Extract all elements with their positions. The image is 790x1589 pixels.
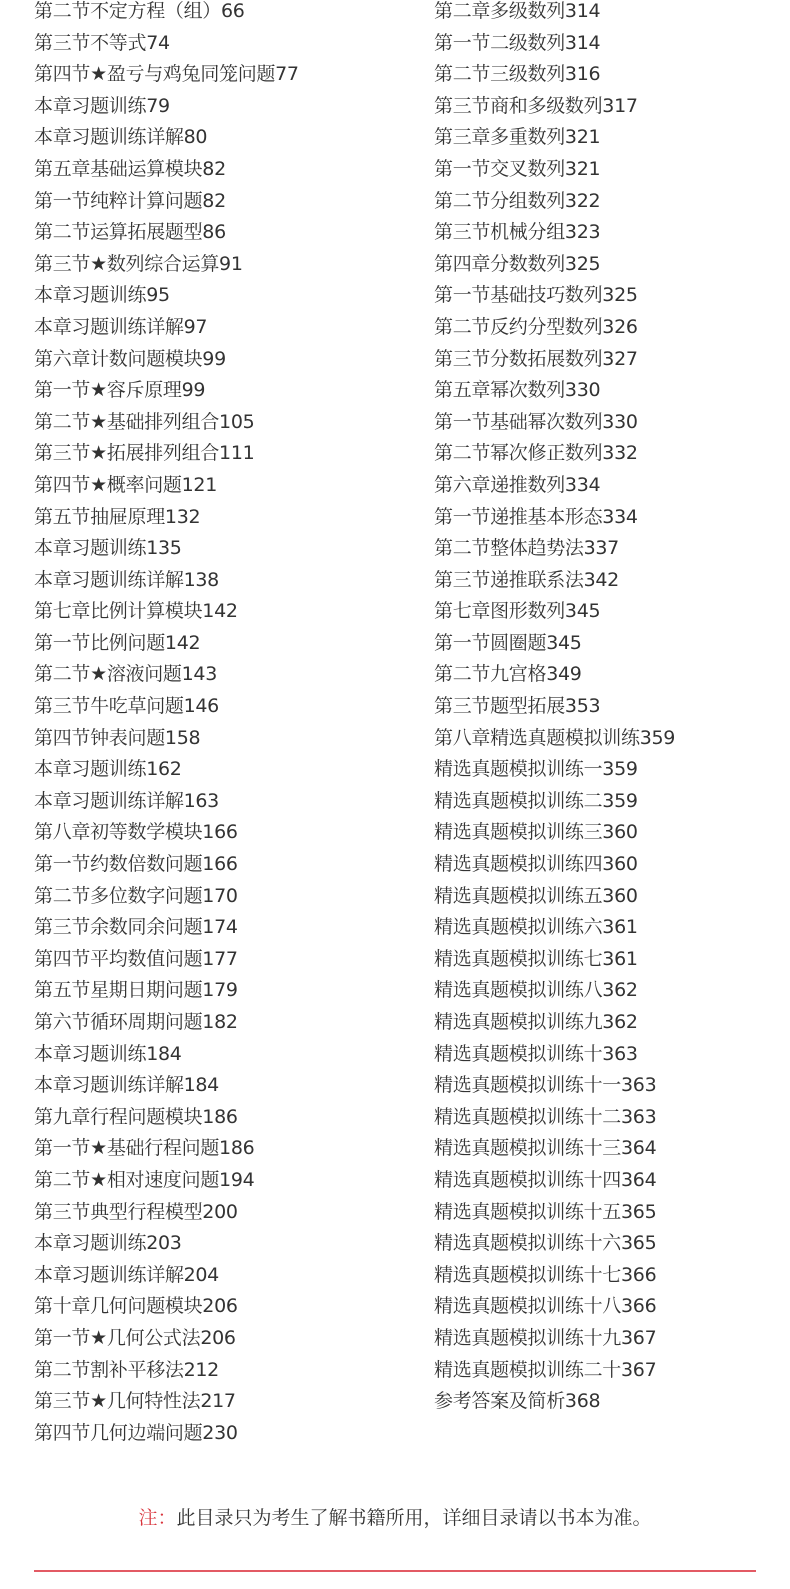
toc-entry: 本章习题训练详解204 [34,1263,219,1286]
toc-entry: 精选真题模拟训练三360 [434,821,638,844]
toc-entry: 第三节余数同余问题174 [34,916,238,939]
toc-entry: 第七章比例计算模块142 [34,600,238,623]
toc-entry: 第三节递推联系法342 [434,568,619,591]
toc-entry: 第二节不定方程（组）66 [34,0,245,22]
toc-entry: 精选真题模拟训练十九367 [434,1326,657,1349]
toc-entry: 第二节多位数字问题170 [34,884,238,907]
note-text: 此目录只为考生了解书籍所用，详细目录请以书本为准。 [176,1507,652,1529]
toc-entry: 第四节钟表问题158 [34,726,201,749]
toc-entry: 精选真题模拟训练十七366 [434,1263,657,1286]
toc-entry: 第二节割补平移法212 [34,1358,219,1381]
toc-entry: 第八章精选真题模拟训练359 [434,726,676,749]
toc-entry: 第二节★溶液问题143 [34,663,217,686]
toc-entry: 精选真题模拟训练二十367 [434,1358,657,1381]
toc-entry: 第三节题型拓展353 [434,695,601,718]
toc-entry: 精选真题模拟训练十二363 [434,1105,657,1128]
toc-entry: 精选真题模拟训练二359 [434,789,638,812]
toc-entry: 第二节整体趋势法337 [434,537,619,560]
toc-entry: 精选真题模拟训练九362 [434,1011,638,1033]
toc-entry: 参考答案及简析368 [434,1390,601,1413]
toc-entry: 第四节★盈亏与鸡兔同笼问题77 [34,63,299,86]
toc-right-column [434,0,764,1449]
toc-entry: 精选真题模拟训练十一363 [434,1074,657,1097]
toc-entry: 精选真题模拟训练十363 [434,1042,638,1065]
toc-entry: 精选真题模拟训练十五365 [434,1200,657,1223]
toc-entry: 精选真题模拟训练十六365 [434,1232,657,1255]
bottom-divider [34,1570,756,1572]
toc-entry: 第四节平均数值问题177 [34,947,238,970]
toc-entry: 本章习题训练162 [34,758,182,781]
toc-entry: 本章习题训练详解97 [34,315,208,338]
toc-entry: 第三章多重数列321 [434,126,601,149]
toc-entry: 第一节约数倍数问题166 [34,853,238,876]
toc-entry: 第三节不等式74 [34,31,170,54]
toc-entry: 第一节★几何公式法206 [34,1326,236,1349]
toc-entry: 第一节比例问题142 [34,631,201,654]
toc-entry: 精选真题模拟训练四360 [434,853,638,876]
toc-entry: 第五章基础运算模块82 [34,157,226,180]
toc-entry: 精选真题模拟训练十八366 [434,1295,657,1318]
toc-entry: 精选真题模拟训练七361 [434,947,638,970]
toc-entry: 本章习题训练详解138 [34,568,219,591]
toc-entry: 本章习题训练详解80 [34,126,208,149]
toc-entry: 本章习题训练79 [34,94,170,117]
toc-entry: 本章习题训练详解163 [34,789,219,812]
toc-entry: 第七章图形数列345 [434,600,601,623]
toc-entry: 第二节反约分型数列326 [434,315,638,338]
toc-entry: 第三节★拓展排列组合111 [34,442,255,465]
toc-entry: 第一节★基础行程问题186 [34,1137,255,1160]
toc-entry: 精选真题模拟训练十三364 [434,1137,657,1160]
toc-entry: 精选真题模拟训练一359 [434,758,638,781]
toc-entry: 第六章递推数列334 [434,473,601,496]
toc-entry: 第一节基础幂次数列330 [434,410,638,433]
toc-entry: 本章习题训练203 [34,1232,182,1255]
toc-entry: 第二节三级数列316 [434,63,601,86]
table-of-contents [34,0,764,1449]
toc-entry: 第四节★概率问题121 [34,473,217,496]
toc-entry: 第三节★几何特性法217 [34,1390,236,1413]
disclaimer-note [0,1504,790,1532]
toc-entry: 第二章多级数列314 [434,0,601,22]
toc-entry: 第一节递推基本形态334 [434,505,638,528]
toc-entry: 第四节几何边端问题230 [34,1421,238,1444]
toc-entry: 第四章分数数列325 [434,252,601,275]
toc-entry: 第三节牛吃草问题146 [34,695,219,718]
toc-entry: 第一节圆圈题345 [434,631,582,654]
toc-entry: 精选真题模拟训练五360 [434,884,638,907]
toc-entry: 第三节典型行程模型200 [34,1200,238,1223]
toc-entry: 精选真题模拟训练六361 [434,916,638,939]
toc-entry: 精选真题模拟训练十四364 [434,1168,657,1191]
toc-entry: 第五章幂次数列330 [434,379,601,402]
toc-entry: 第二节★相对速度问题194 [34,1168,255,1191]
toc-entry: 本章习题训练详解184 [34,1074,219,1097]
toc-entry: 第二节★基础排列组合105 [34,410,255,433]
toc-entry: 第五节星期日期问题179 [34,979,238,1002]
toc-entry: 第五节抽屉原理132 [34,505,201,528]
toc-entry: 第三节分数拓展数列327 [434,347,638,370]
toc-entry: 第六节循环周期问题182 [34,1011,238,1033]
toc-entry: 第一节纯粹计算问题82 [34,189,226,212]
toc-entry: 第十章几何问题模块206 [34,1295,238,1318]
toc-entry: 精选真题模拟训练八362 [434,979,638,1002]
toc-entry: 第一节基础技巧数列325 [434,284,638,307]
toc-entry: 第六章计数问题模块99 [34,347,226,370]
toc-left-column [34,0,434,1449]
toc-entry: 第二节分组数列322 [434,189,601,212]
toc-entry: 第二节九宫格349 [434,663,582,686]
note-label: 注： [138,1507,177,1529]
toc-entry: 第一节交叉数列321 [434,157,601,180]
toc-entry: 第九章行程问题模块186 [34,1105,238,1128]
toc-entry: 第二节运算拓展题型86 [34,221,226,244]
toc-entry: 本章习题训练95 [34,284,170,307]
toc-entry: 第一节★容斥原理99 [34,379,206,402]
toc-entry: 本章习题训练135 [34,537,182,560]
toc-entry: 第一节二级数列314 [434,31,601,54]
toc-entry: 第三节机械分组323 [434,221,601,244]
toc-entry: 第三节商和多级数列317 [434,94,638,117]
toc-entry: 第三节★数列综合运算91 [34,252,243,275]
toc-entry: 第八章初等数学模块166 [34,821,238,844]
toc-entry: 第二节幂次修正数列332 [434,442,638,465]
toc-entry: 本章习题训练184 [34,1042,182,1065]
